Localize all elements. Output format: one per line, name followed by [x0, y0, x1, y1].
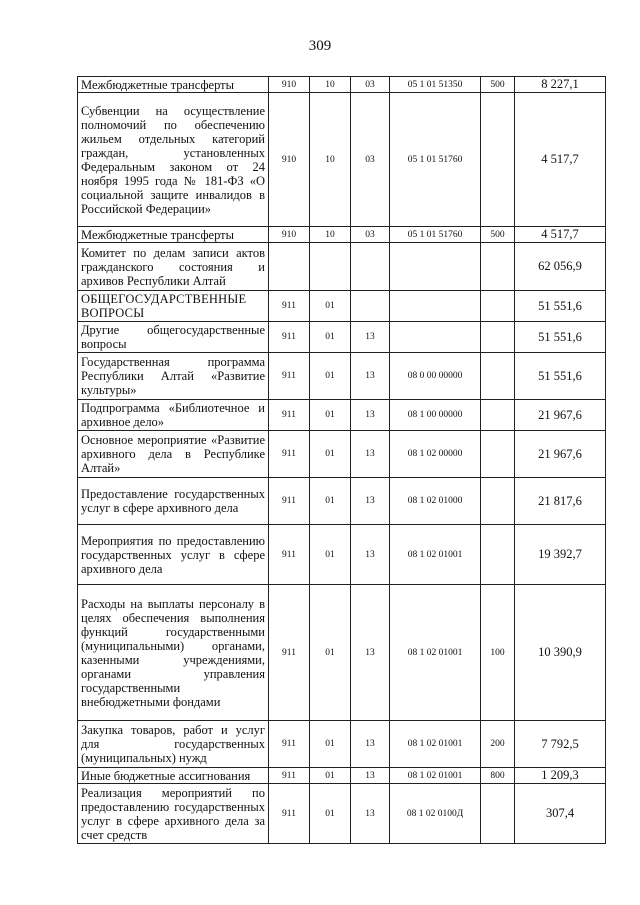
section-code — [310, 243, 351, 291]
section-code: 01 — [310, 322, 351, 353]
amount-value: 7 792,5 — [515, 721, 606, 768]
target-article-code: 08 0 00 00000 — [390, 353, 481, 400]
row-name: Основное мероприятие «Развитие архивного дела в Республике Алтай» — [78, 431, 269, 478]
target-article-code: 08 1 02 00000 — [390, 431, 481, 478]
expense-type-code: 100 — [481, 585, 515, 721]
expense-type-code — [481, 400, 515, 431]
subsection-code: 03 — [351, 93, 390, 227]
table-row — [78, 77, 606, 93]
amount-value: 1 209,3 — [515, 768, 606, 784]
row-name: Государственная программа Республики Алтай «Развитие культуры» — [78, 353, 269, 400]
section-code: 01 — [310, 768, 351, 784]
row-name: Закупка товаров, работ и услуг для государственных (муниципальных) нужд — [78, 721, 269, 768]
expense-type-code: 500 — [481, 77, 515, 93]
page-number: 309 — [308, 38, 332, 54]
target-article-code: 05 1 01 51760 — [390, 227, 481, 243]
amount-value: 19 392,7 — [515, 525, 606, 585]
row-name: Межбюджетные трансферты — [78, 77, 269, 93]
amount-value: 8 227,1 — [515, 77, 606, 93]
amount-value: 51 551,6 — [515, 322, 606, 353]
table-row — [78, 585, 606, 721]
table-row — [78, 291, 606, 322]
table-row — [78, 353, 606, 400]
section-code: 10 — [310, 227, 351, 243]
subsection-code: 03 — [351, 77, 390, 93]
target-article-code: 08 1 02 01001 — [390, 525, 481, 585]
row-name: Другие общегосударственные вопросы — [78, 322, 269, 353]
subsection-code: 13 — [351, 784, 390, 844]
ministry-code: 911 — [269, 784, 310, 844]
row-name: Комитет по делам записи актов гражданского состояния и архивов Республики Алтай — [78, 243, 269, 291]
section-code: 01 — [310, 291, 351, 322]
row-name: ОБЩЕГОСУДАРСТВЕННЫЕ ВОПРОСЫ — [78, 291, 269, 322]
subsection-code: 13 — [351, 768, 390, 784]
table-row — [78, 721, 606, 768]
target-article-code: 08 1 00 00000 — [390, 400, 481, 431]
target-article-code — [390, 322, 481, 353]
table-row — [78, 227, 606, 243]
table-row — [78, 400, 606, 431]
table-row — [78, 93, 606, 227]
section-code: 01 — [310, 431, 351, 478]
target-article-code — [390, 291, 481, 322]
subsection-code: 13 — [351, 322, 390, 353]
section-code: 01 — [310, 784, 351, 844]
expense-type-code — [481, 784, 515, 844]
subsection-code: 13 — [351, 585, 390, 721]
amount-value: 51 551,6 — [515, 291, 606, 322]
row-name: Реализация мероприятий по предоставлению государственных услуг в сфере архивного дела за счет средств — [78, 784, 269, 844]
expense-type-code — [481, 431, 515, 478]
target-article-code — [390, 243, 481, 291]
subsection-code: 13 — [351, 431, 390, 478]
ministry-code: 911 — [269, 768, 310, 784]
expense-type-code: 500 — [481, 227, 515, 243]
section-code: 01 — [310, 525, 351, 585]
row-name: Иные бюджетные ассигнования — [78, 768, 269, 784]
amount-value: 21 967,6 — [515, 431, 606, 478]
target-article-code: 08 1 02 01001 — [390, 721, 481, 768]
section-code: 01 — [310, 478, 351, 525]
section-code: 10 — [310, 77, 351, 93]
section-code: 10 — [310, 93, 351, 227]
expense-type-code — [481, 93, 515, 227]
target-article-code: 05 1 01 51760 — [390, 93, 481, 227]
expense-type-code — [481, 243, 515, 291]
amount-value: 21 967,6 — [515, 400, 606, 431]
subsection-code: 13 — [351, 400, 390, 431]
table-row — [78, 768, 606, 784]
expense-type-code: 200 — [481, 721, 515, 768]
amount-value: 307,4 — [515, 784, 606, 844]
ministry-code: 911 — [269, 400, 310, 431]
subsection-code: 13 — [351, 353, 390, 400]
target-article-code: 08 1 02 0100Д — [390, 784, 481, 844]
ministry-code — [269, 243, 310, 291]
subsection-code: 13 — [351, 721, 390, 768]
table-row — [78, 478, 606, 525]
row-name: Расходы на выплаты персоналу в целях обеспечения выполнения функций государственными (муниципальными) органами, казенными учреждениями, органами управления государственными внебюджетными фондами — [78, 585, 269, 721]
row-name: Мероприятия по предоставлению государственных услуг в сфере архивного дела — [78, 525, 269, 585]
ministry-code: 911 — [269, 478, 310, 525]
ministry-code: 911 — [269, 291, 310, 322]
amount-value: 10 390,9 — [515, 585, 606, 721]
row-name: Предоставление государственных услуг в сфере архивного дела — [78, 478, 269, 525]
section-code: 01 — [310, 721, 351, 768]
ministry-code: 910 — [269, 77, 310, 93]
expense-type-code — [481, 525, 515, 585]
subsection-code: 03 — [351, 227, 390, 243]
target-article-code: 05 1 01 51350 — [390, 77, 481, 93]
table-row — [78, 784, 606, 844]
ministry-code: 910 — [269, 227, 310, 243]
table-row — [78, 322, 606, 353]
subsection-code — [351, 291, 390, 322]
ministry-code: 911 — [269, 353, 310, 400]
expense-type-code: 800 — [481, 768, 515, 784]
section-code: 01 — [310, 353, 351, 400]
target-article-code: 08 1 02 01001 — [390, 585, 481, 721]
amount-value: 51 551,6 — [515, 353, 606, 400]
subsection-code: 13 — [351, 478, 390, 525]
row-name: Подпрограмма «Библиотечное и архивное дело» — [78, 400, 269, 431]
ministry-code: 911 — [269, 525, 310, 585]
amount-value: 4 517,7 — [515, 93, 606, 227]
expense-type-code — [481, 353, 515, 400]
ministry-code: 911 — [269, 431, 310, 478]
expense-type-code — [481, 322, 515, 353]
amount-value: 62 056,9 — [515, 243, 606, 291]
expense-type-code — [481, 291, 515, 322]
amount-value: 4 517,7 — [515, 227, 606, 243]
section-code: 01 — [310, 400, 351, 431]
target-article-code: 08 1 02 01000 — [390, 478, 481, 525]
row-name: Субвенции на осуществление полномочий по обеспечению жильем отдельных категорий граждан, установленных Федеральным законом от 24 ноября 1995 года № 181-ФЗ «О социальной защите инвалидов в Российской Федерации» — [78, 93, 269, 227]
budget-table — [77, 76, 606, 844]
table-row — [78, 431, 606, 478]
subsection-code: 13 — [351, 525, 390, 585]
subsection-code — [351, 243, 390, 291]
ministry-code: 910 — [269, 93, 310, 227]
ministry-code: 911 — [269, 721, 310, 768]
ministry-code: 911 — [269, 585, 310, 721]
amount-value: 21 817,6 — [515, 478, 606, 525]
table-row — [78, 525, 606, 585]
section-code: 01 — [310, 585, 351, 721]
target-article-code: 08 1 02 01001 — [390, 768, 481, 784]
table-row — [78, 243, 606, 291]
ministry-code: 911 — [269, 322, 310, 353]
expense-type-code — [481, 478, 515, 525]
row-name: Межбюджетные трансферты — [78, 227, 269, 243]
